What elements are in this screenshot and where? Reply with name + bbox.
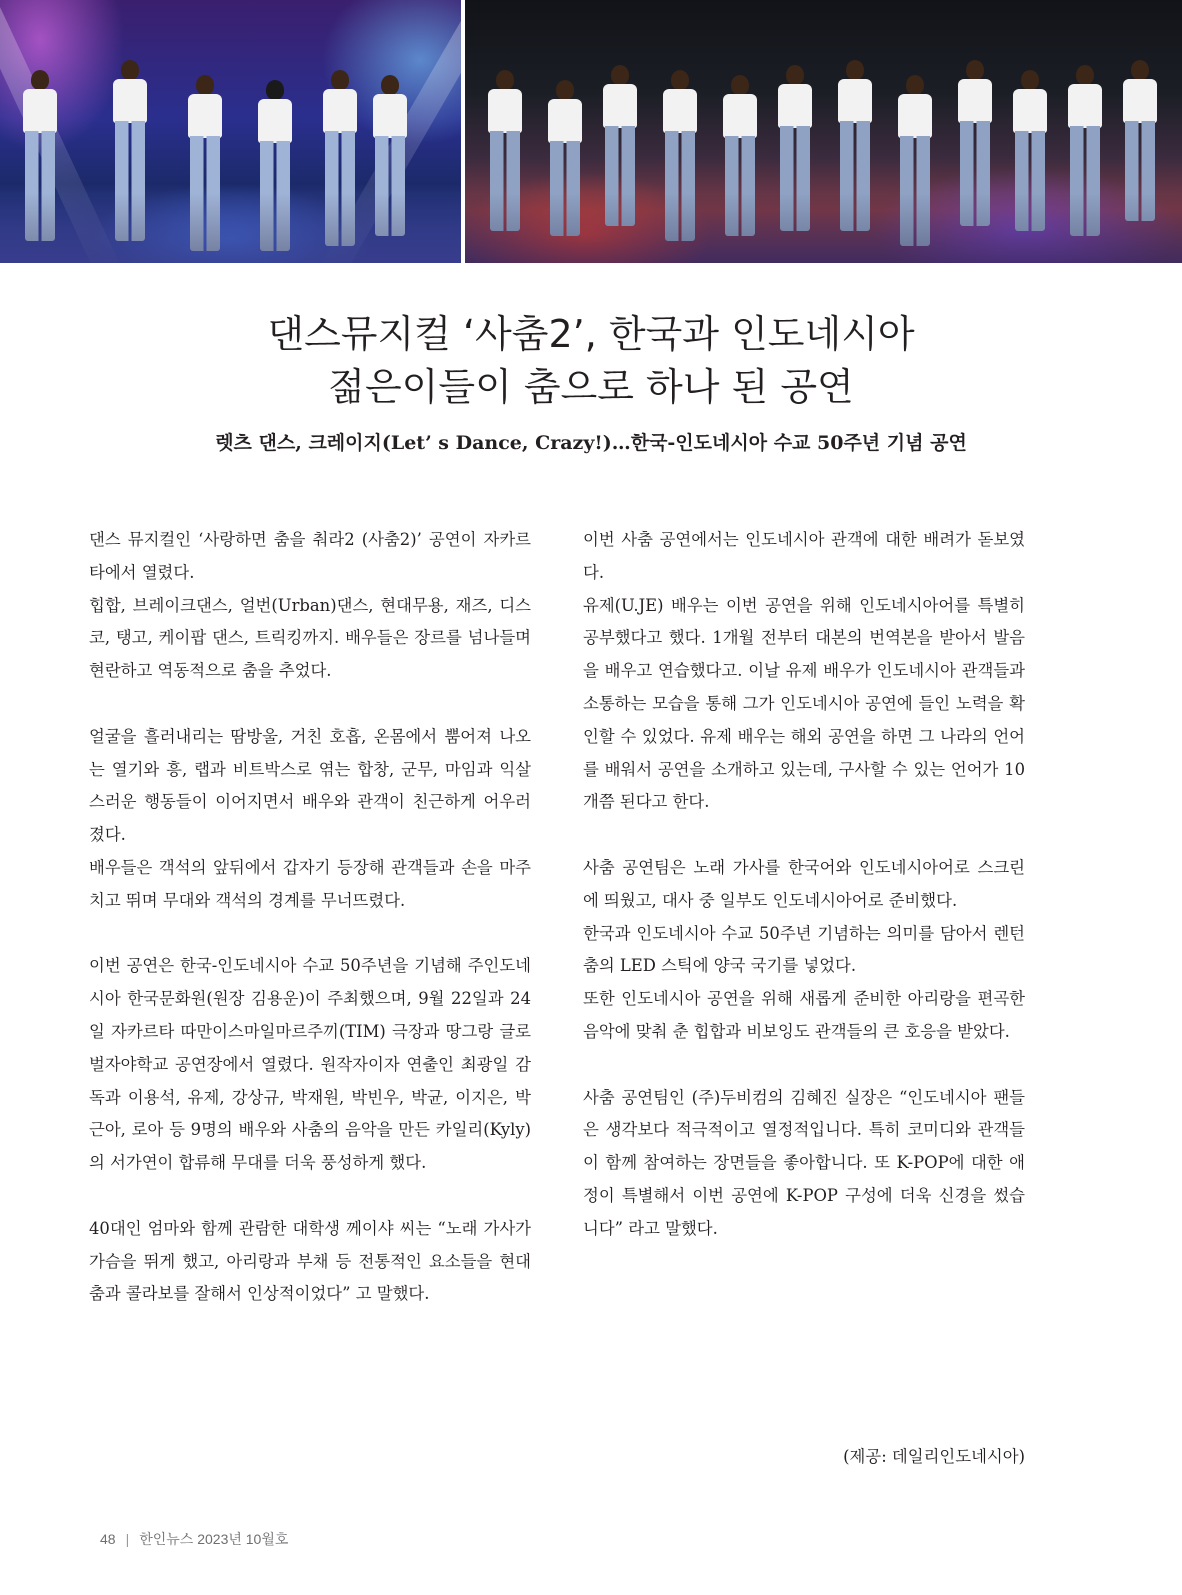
stage-floor: [0, 193, 461, 263]
dance-performance-photo-right: [465, 0, 1182, 263]
headline-line-2: 젊은이들이 춤으로 하나 된 공연: [328, 365, 854, 409]
paragraph: 한국과 인도네시아 수교 50주년 기념하는 의미를 담아서 렌턴춤의 LED 스틱에 양국 국기를 넣었다.: [583, 923, 1025, 976]
publication-name: 한인뉴스 2023년 10월호: [139, 1531, 289, 1547]
paragraph: 40대인 엄마와 함께 관람한 대학생 께이샤 씨는 “노래 가사가 가슴을 뛰게 했고, 아리랑과 부채 등 전통적인 요소들을 현대춤과 콜라보를 잘해서 인상적이었다” 고 말했다.: [89, 1218, 531, 1304]
paragraph: 이번 공연은 한국-인도네시아 수교 50주년을 기념해 주인도네시아 한국문화원(원장 김용운)이 주최했으며, 9월 22일과 24일 자카르타 따만이스마일마르주끼(TIM) 극장과 땅그랑 글로벌자야학교 공연장에서 열렸다. 원작자이자 연출인 최광일 감독과 이용석, 유제, 강상규, 박재원, 박빈우, 박균, 이지은, 박근아, 로아 등 9명의 배우와 사춤의 음악을 만든 카일리(Kyly)의 서가연이 합류해 무대를 더욱 풍성하게 했다.: [89, 956, 531, 1173]
page-number: 48: [100, 1531, 116, 1547]
subtitle: 렛츠 댄스, 크레이지(Let’ s Dance, Crazy!)…한국-인도네시아 수교 50주년 기념 공연: [215, 432, 967, 454]
footer-separator: |: [125, 1531, 130, 1547]
paragraph: 사춤 공연팀은 노래 가사를 한국어와 인도네시아어로 스크린에 띄웠고, 대사 중 일부도 인도네시아어로 준비했다.: [583, 857, 1025, 910]
header-photos: [0, 0, 1182, 263]
stage-floor: [465, 193, 1182, 263]
paragraph: 사춤 공연팀인 (주)두비컴의 김혜진 실장은 “인도네시아 팬들은 생각보다 적극적이고 열정적입니다. 특히 코미디와 관객들이 함께 참여하는 장면들을 좋아합니다. 또 K-POP에 대한 애정이 특별해서 이번 공연에 K-POP 구성에 더욱 신경을 썼습니다” 라고 말했다.: [583, 1087, 1025, 1238]
headline-line-1: 댄스뮤지컬 ‘사춤2’, 한국과 인도네시아: [267, 312, 915, 356]
dance-performance-photo-left: [0, 0, 461, 263]
page-footer: [100, 1529, 288, 1549]
paragraph: 이번 사춤 공연에서는 인도네시아 관객에 대한 배려가 돋보였다.: [583, 530, 1025, 582]
paragraph: 얼굴을 흘러내리는 땀방울, 거친 호흡, 온몸에서 뿜어져 나오는 열기와 흥, 랩과 비트박스로 엮는 합창, 군무, 마임과 익살스러운 행동들이 이어지면서 배우와 관객이 친근하게 어우러졌다.: [89, 726, 531, 845]
paragraph: 배우들은 객석의 앞뒤에서 갑자기 등장해 관객들과 손을 마주치고 뛰며 무대와 객석의 경계를 무너뜨렸다.: [89, 857, 531, 910]
photo-credit: (제공: 데일리인도네시아): [843, 1447, 1025, 1466]
paragraph: 댄스 뮤지컬인 ‘사랑하면 춤을 춰라2 (사춤2)’ 공연이 자카르타에서 열렸다.: [89, 530, 531, 582]
paragraph: 힙합, 브레이크댄스, 얼번(Urban)댄스, 현대무용, 재즈, 디스코, 탱고, 케이팝 댄스, 트릭킹까지. 배우들은 장르를 넘나들며 현란하고 역동적으로 춤을 추었다.: [89, 595, 531, 681]
paragraph: 유제(U.JE) 배우는 이번 공연을 위해 인도네시아어를 특별히 공부했다고 했다. 1개월 전부터 대본의 번역본을 받아서 발음을 배우고 연습했다고. 이날 유제 배우가 인도네시아 관객들과 소통하는 모습을 통해 그가 인도네시아 공연에 들인 노력을 확인할 수 있었다. 유제 배우는 해외 공연을 하면 그 나라의 언어를 배워서 공연을 소개하고 있는데, 구사할 수 있는 언어가 10개쯤 된다고 한다.: [583, 595, 1025, 812]
article-column-left: [89, 524, 531, 1311]
paragraph: 또한 인도네시아 공연을 위해 새롭게 준비한 아리랑을 편곡한 음악에 맞춰 춘 힙합과 비보잉도 관객들의 큰 호응을 받았다.: [583, 989, 1025, 1041]
article-column-right: [583, 524, 1025, 1246]
